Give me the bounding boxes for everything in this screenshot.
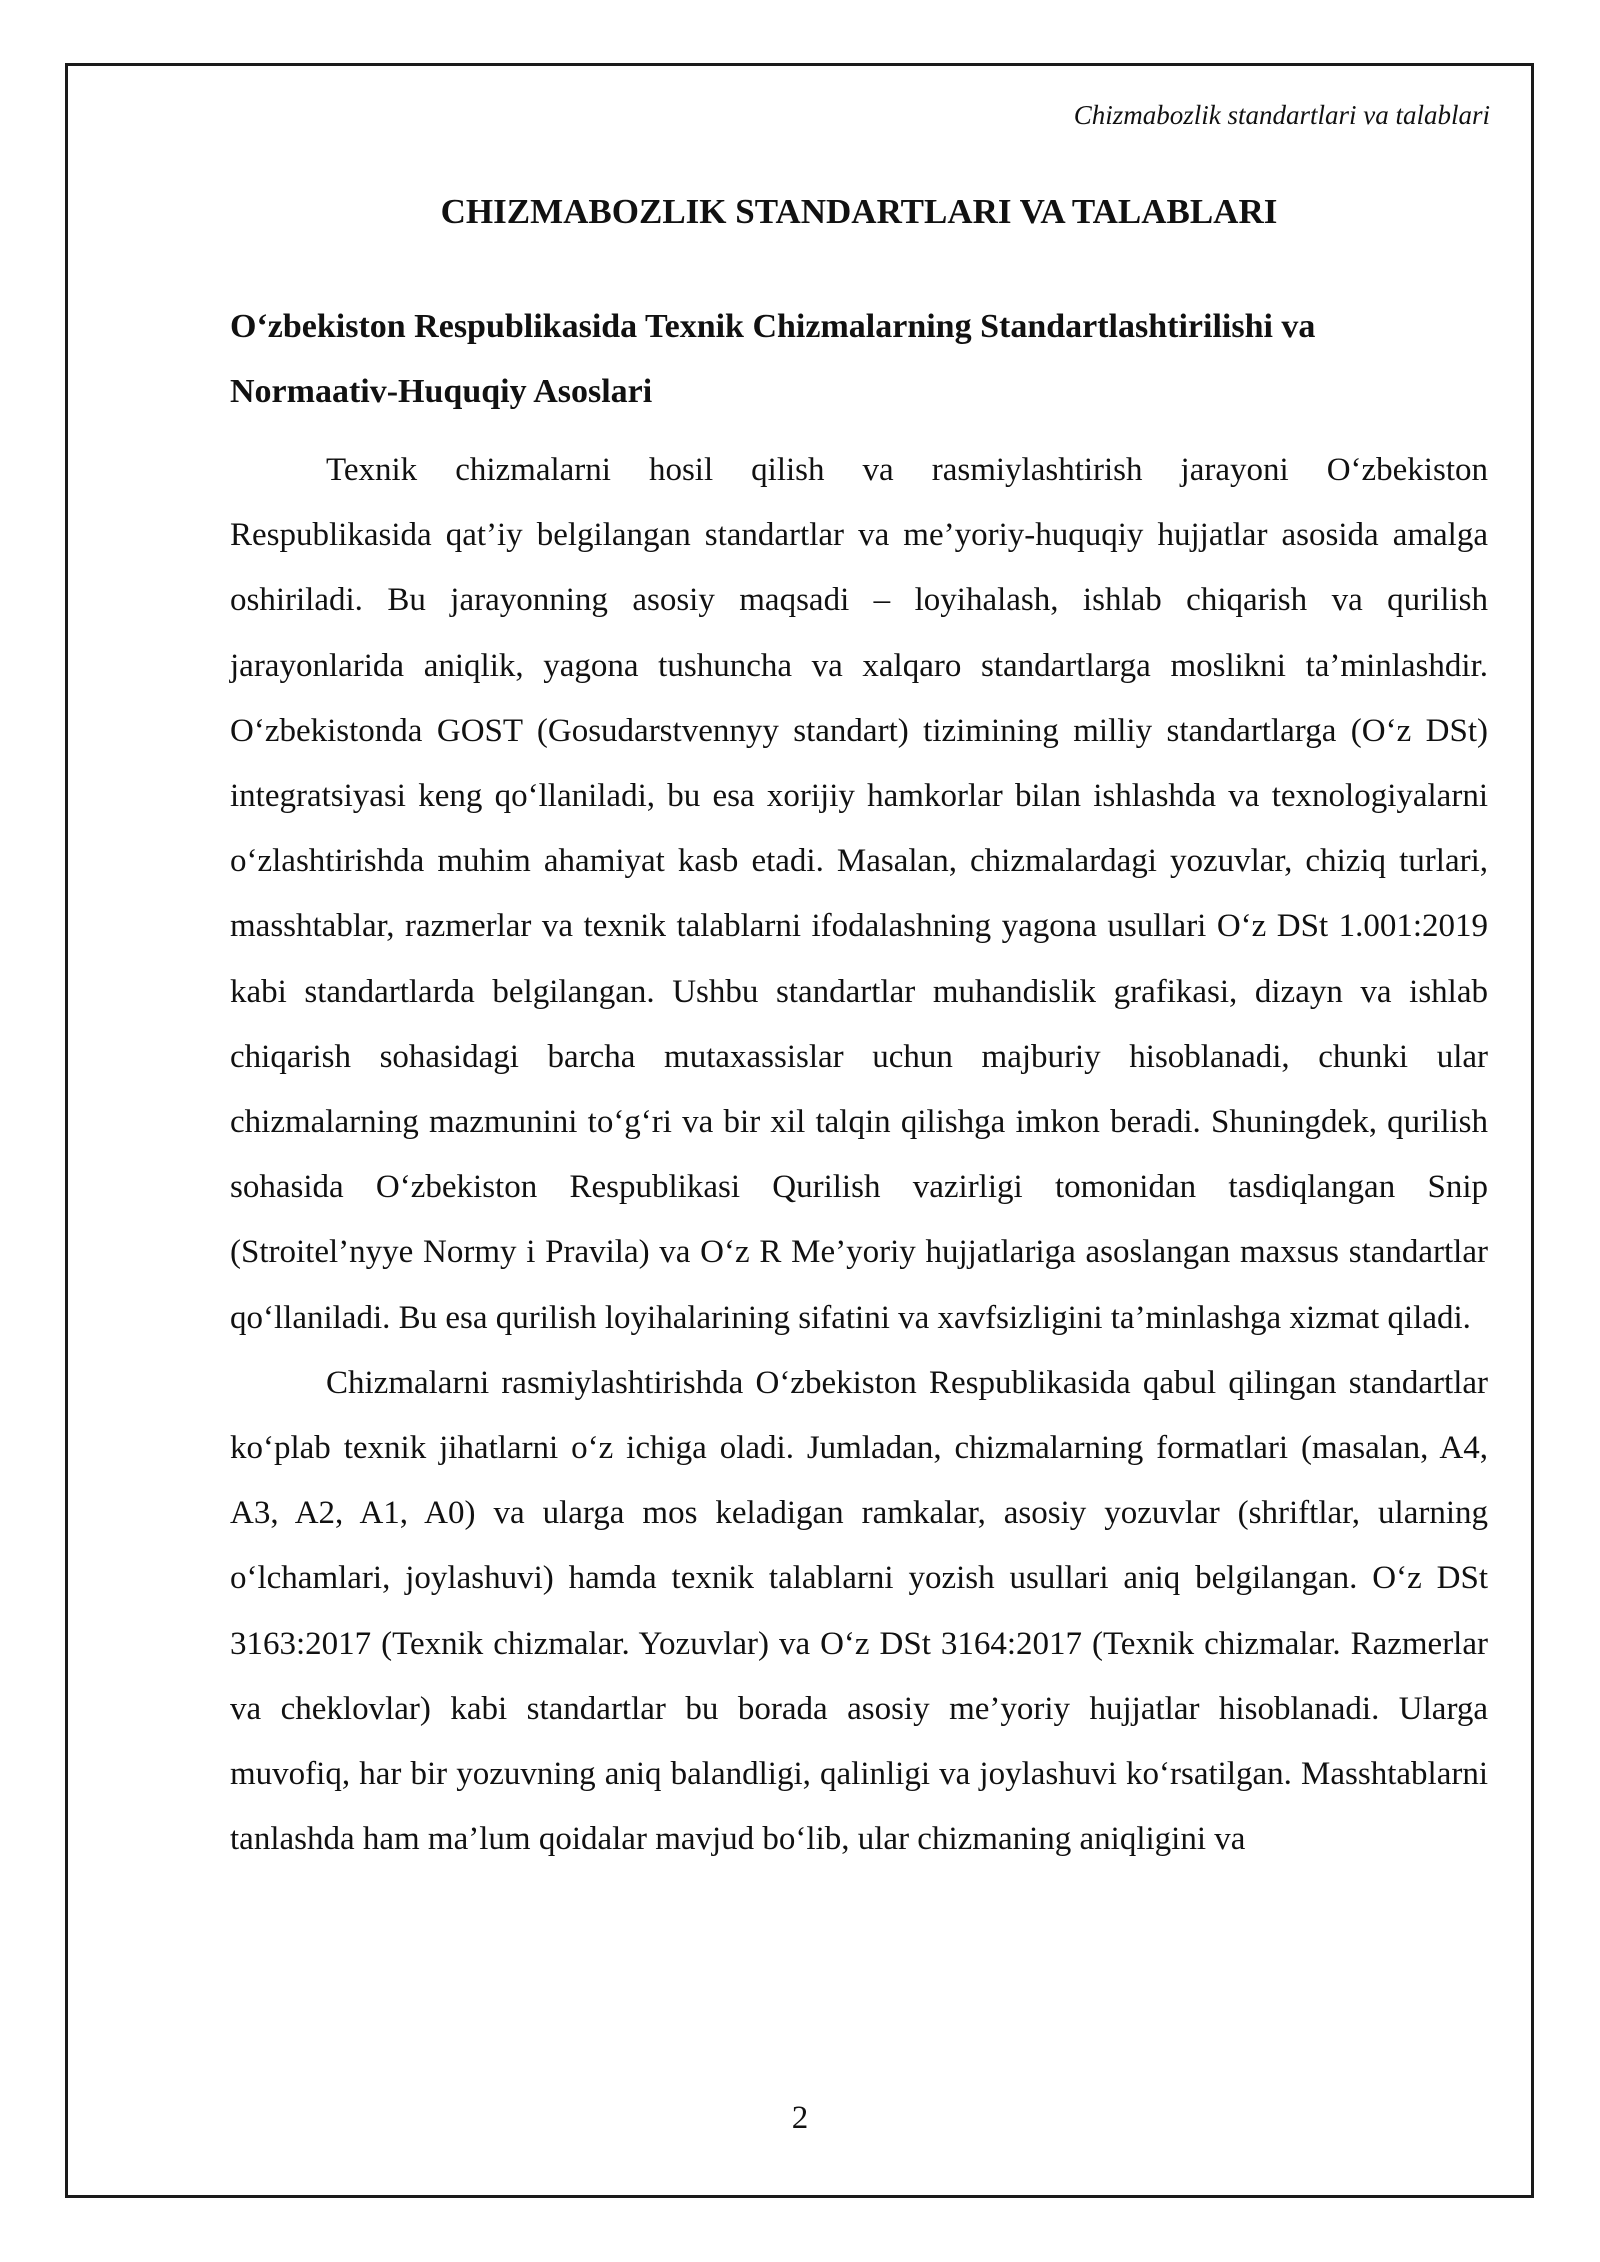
paragraph: Chizmalarni rasmiylashtirishda O‘zbekiston Respublikasida qabul qilingan standartlar ko‘plab texnik jihatlarni o‘z ichiga oladi. Jumladan, chizmalarning formatlari (masalan, A4, A3, A2, A1, A0) va ularga mos keladigan ramkalar, asosiy yozuvlar (shriftlar, ularning o‘lchamlari, joylashuvi) hamda texnik talablarni yozish usullari aniq belgilangan. O‘z DSt 3163:2017 (Texnik chizmalar. Yozuvlar) va O‘z DSt 3164:2017 (Texnik chizmalar. Razmerlar va cheklovlar) kabi standartlar bu borada asosiy me’yoriy hujjatlar hisoblanadi. Ularga muvofiq, har bir yozuvning aniq balandligi, qalinligi va joylashuvi ko‘rsatilgan. Masshtablarni tanlashda ham ma’lum qoidalar mavjud bo‘lib, ular chizmaning aniqligini va	[230, 1364, 1488, 1858]
document-title: CHIZMABOZLIK STANDARTLARI VA TALABLARI	[440, 192, 1278, 231]
section-heading: O‘zbekiston Respublikasida Texnik Chizmalarning Standartlashtirilishi va Normaativ-Huquqiy Asoslari	[230, 308, 1316, 410]
paragraph: Texnik chizmalarni hosil qilish va rasmiylashtirish jarayoni O‘zbekiston Respublikasida qat’iy belgilangan standartlar va me’yoriy-huquqiy hujjatlar asosida amalga oshiriladi. Bu jarayonning asosiy maqsadi – loyihalash, ishlab chiqarish va qurilish jarayonlarida aniqlik, yagona tushuncha va xalqaro standartlarga moslikni ta’minlashdir. O‘zbekistonda GOST (Gosudarstvennyy standart) tizimining milliy standartlarga (O‘z DSt) integratsiyasi keng qo‘llaniladi, bu esa xorijiy hamkorlar bilan ishlashda va texnologiyalarni o‘zlashtirishda muhim ahamiyat kasb etadi. Masalan, chizmalardagi yozuvlar, chiziq turlari, masshtablar, razmerlar va texnik talablarni ifodalashning yagona usullari O‘z DSt 1.001:2019 kabi standartlarda belgilangan. Ushbu standartlar muhandislik grafikasi, dizayn va ishlab chiqarish sohasidagi barcha mutaxassislar uchun majburiy hisoblanadi, chunki ular chizmalarning mazmunini to‘g‘ri va bir xil talqin qilishga imkon beradi. Shuningdek, qurilish sohasida O‘zbekiston Respublikasi Qurilish vazirligi tomonidan tasdiqlangan Snip (Stroitel’nyye Normy i Pravila) va O‘z R Me’yoriy hujjatlariga asoslangan maxsus standartlar qo‘llaniladi. Bu esa qurilish loyihalarining sifatini va xavfsizligini ta’minlashga xizmat qiladi.	[230, 452, 1488, 1336]
running-header: Chizmabozlik standartlari va talablari	[1073, 100, 1490, 130]
body-text	[230, 438, 1488, 1872]
page-number: 2	[791, 2100, 809, 2136]
